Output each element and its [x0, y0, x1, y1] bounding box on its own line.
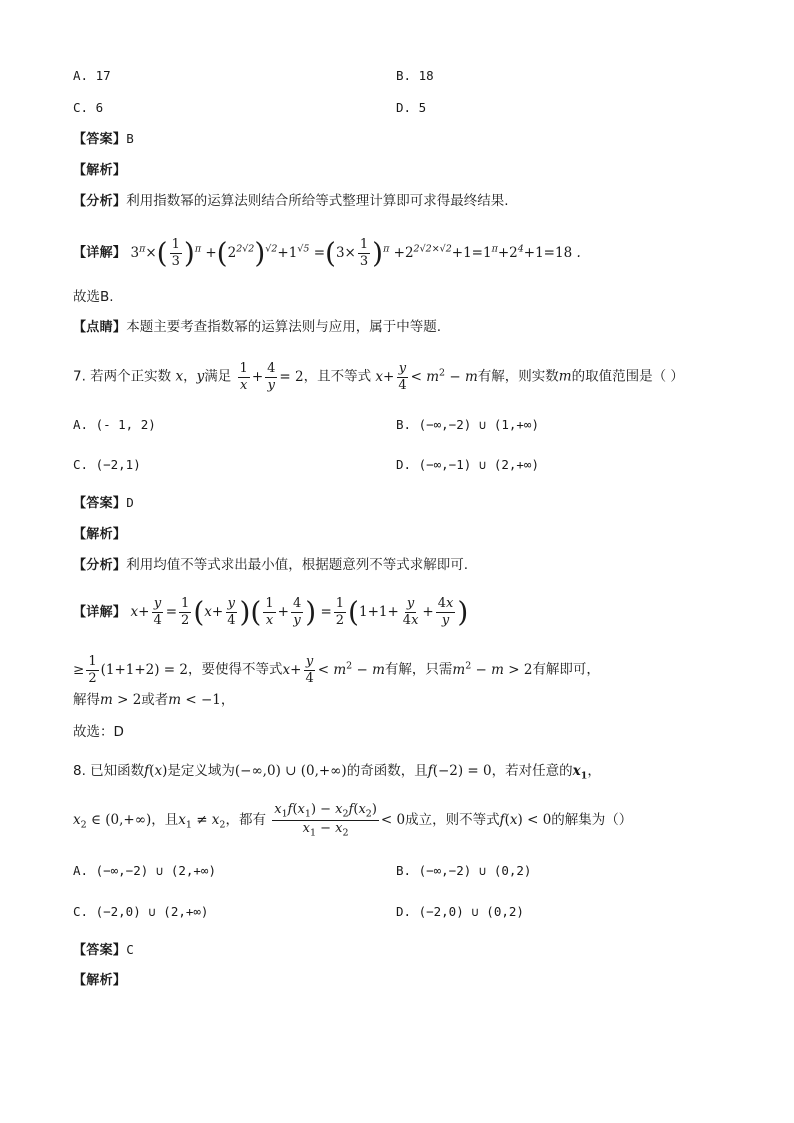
answer-value: C	[126, 942, 134, 957]
answer-value: D	[126, 495, 134, 510]
q7-option-b: B. (−∞,−2) ∪ (1,+∞)	[396, 417, 539, 432]
q6-dianjing	[73, 321, 441, 335]
q8-option-b: B. (−∞,−2) ∪ (0,2)	[396, 863, 532, 878]
q8-answer-line: 【答案】C	[73, 942, 134, 958]
q7-stem-prefix: 7. 若两个正实数	[73, 368, 172, 385]
q7-xiangjie: 【详解】 x+ $\frac{y}{4}$ = $\frac{1}{2}$ (x+ $\frac{y}{4}$ )( $\frac{1}{x}$ + $\frac{4}{y}$ ) = $\frac{1}{2}$ (1+1+ $\frac{y}{4x}$ + $\frac{4x}{y}$ )	[73, 595, 469, 629]
q6-formula: $3^\pi\times$( $\frac{1}{3}$ )$^\pi +(2^{2√2})^{√2}+1^{√5} =(3\times$ $\frac{1}{3}$ )$^\pi +2^{2√2\times√2}+1=1^\pi+2^4+1=18$ .	[130, 236, 581, 269]
q8-option-d: D. (−2,0) ∪ (0,2)	[396, 904, 524, 919]
q7-step-3: 解得m > 2或者m < −1，	[73, 692, 235, 708]
fenxi-text: 利用指数幂的运算法则结合所给等式整理计算即可求得最终结果.	[126, 193, 509, 209]
q7-answer-line: 【答案】D	[73, 495, 134, 511]
q6-xiangjie	[73, 232, 581, 271]
xiangjie-tag: 【详解】	[73, 245, 127, 261]
q8-analysis-tag: 【解析】	[73, 973, 127, 988]
q8-stem-line-2: $x_2$ ∈ (0,+∞)，且$x_1 \ne x_2$，都有 $\frac{x_1f(x_1) - x_2f(x_2)}{x_1 - x_2}$ < 0成立，则不等式f(x) < 0的解集为（）	[73, 802, 633, 839]
dianjing-tag: 【点睛】	[73, 320, 127, 335]
dianjing-text: 本题主要考查指数幂的运算法则与应用，属于中等题.	[126, 319, 441, 335]
q6-analysis-tag: 【解析】	[73, 163, 127, 178]
q7-option-d: D. (−∞,−1) ∪ (2,+∞)	[396, 457, 539, 472]
q6-fenxi	[73, 195, 509, 209]
q7-step-2: ≥ $\frac{1}{2}$ (1+1+2) = 2，要使得不等式x+ $\frac{y}{4}$ < $m^2 - m$有解，只需$m^2 - m > 2$有解即可，	[73, 653, 600, 686]
q7-formula-1: x+ $\frac{y}{4}$ = $\frac{1}{2}$ (x+ $\frac{y}{4}$ )( $\frac{1}{x}$ + $\frac{4}{y}$ ) = $\frac{1}{2}$ (1+1+ $\frac{y}{4x}$ + $\frac{4x}{y}$ )	[130, 595, 469, 629]
fenxi-tag: 【分析】	[73, 194, 127, 209]
q6-conclusion: 故选B.	[73, 289, 114, 305]
answer-tag: 【答案】	[73, 132, 127, 147]
answer-value: B	[126, 131, 134, 146]
q6-option-b: B. 18	[396, 68, 434, 83]
q7-option-a: A. (- 1, 2)	[73, 417, 156, 432]
q7-fenxi: 【分析】利用均值不等式求出最小值，根据题意列不等式求解即可.	[73, 557, 468, 573]
q7-analysis-tag: 【解析】	[73, 527, 127, 542]
q7-option-c: C. (−2,1)	[73, 457, 141, 472]
q8-option-a: A. (−∞,−2) ∪ (2,+∞)	[73, 863, 216, 878]
q6-option-d: D. 5	[396, 100, 427, 115]
q7-conclusion: 故选：D	[73, 724, 124, 740]
q6-answer-line	[73, 133, 134, 147]
q8-stem: 8. 已知函数f(x)是定义域为(−∞,0) ∪ (0,+∞)的奇函数，且f(−2) = 0，若对任意的$x_1$，	[73, 763, 601, 782]
q6-option-c: C. 6	[73, 100, 104, 115]
q6-option-a: A. 17	[73, 68, 111, 83]
q7-stem: 7. 若两个正实数 x，y满足 $\frac{1}{x}$ + $\frac{4}{y}$ = 2，且不等式 x+ $\frac{y}{4}$ < $m^2 - m$有解，则实数m的取值范围是（ ）	[73, 360, 684, 393]
q8-option-c: C. (−2,0) ∪ (2,+∞)	[73, 904, 209, 919]
